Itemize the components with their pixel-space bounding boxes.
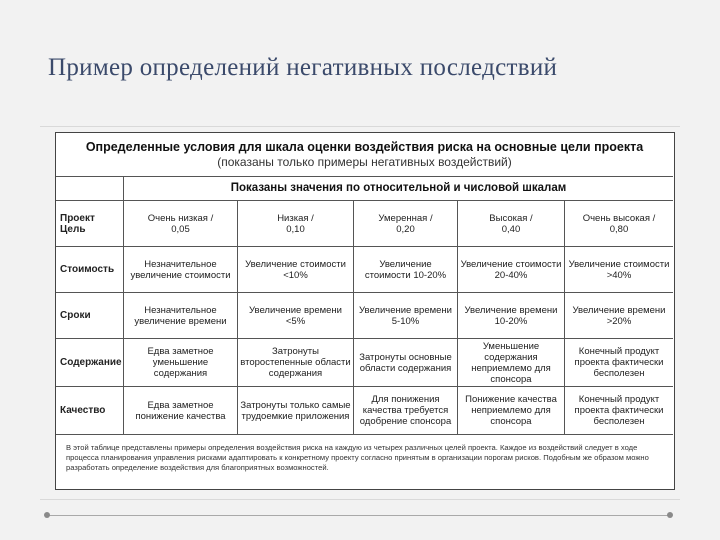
table-cell: Увеличение стоимости 20-40% [458, 247, 565, 292]
col-header: Умеренная / 0,20 [354, 201, 458, 246]
corner-label: Проект Цель [56, 201, 124, 246]
table-row [56, 387, 673, 435]
footer-divider [48, 515, 670, 516]
table-cell: Увеличение времени 10-20% [458, 293, 565, 338]
table-cell: Затронуты второстепенные области содержания [238, 339, 354, 386]
column-header-row [56, 201, 673, 247]
impact-scale-table [55, 132, 675, 490]
table-cell: Едва заметное понижение качества [124, 387, 238, 434]
row-label: Содержание [56, 339, 124, 386]
table-cell: Едва заметное уменьшение содержания [124, 339, 238, 386]
table-subtitle: (показаны только примеры негативных воздействий) [217, 154, 512, 169]
table-row [56, 293, 673, 339]
slide-title: Пример определений негативных последствий [48, 54, 558, 81]
table-cell: Увеличение времени 5-10% [354, 293, 458, 338]
scale-header-row [56, 177, 673, 201]
row-label: Качество [56, 387, 124, 434]
table-title-row [56, 133, 673, 177]
table-row [56, 247, 673, 293]
col-header: Высокая / 0,40 [458, 201, 565, 246]
table-cell: Увеличение стоимости >40% [568, 258, 670, 281]
table-cell: Понижение качества неприемлемо для спонсора [458, 387, 565, 434]
table-footnote: В этой таблице представлены примеры определения воздействия риска на каждую из четырех различных целей проекта. Каждое из воздействий следует в ходе процесса планирования управления рисками адаптировать к конкретному проекту согласно принятым в организации порогам рисков. Подобным же образом можно разработать определение воздействия для благоприятных возможностей. [66, 443, 649, 472]
table-cell: Затронуты только самые трудоемкие приложения [238, 387, 354, 434]
table-cell: Уменьшение содержания неприемлемо для спонсора [458, 339, 565, 386]
table-cell: Увеличение времени <5% [238, 293, 354, 338]
table-row [56, 339, 673, 387]
table-cell: Конечный продукт проекта фактически бесполезен [574, 346, 664, 379]
table-cell: Увеличение стоимости 10-20% [354, 247, 458, 292]
table-title: Определенные условия для шкала оценки воздействия риска на основные цели проекта [85, 139, 644, 154]
table-cell: Конечный продукт проекта фактически бесполезен [574, 394, 664, 427]
footer-dot-left [44, 512, 50, 518]
row-label: Стоимость [56, 247, 124, 292]
scale-header: Показаны значения по относительной и числовой шкалам [230, 182, 567, 194]
col-header: Низкая / 0,10 [238, 201, 354, 246]
table-cell: Увеличение стоимости <10% [238, 247, 354, 292]
table-cell: Для понижения качества требуется одобрение спонсора [354, 387, 458, 434]
footer-dot-right [667, 512, 673, 518]
table-cell: Незначительное увеличение стоимости [124, 247, 238, 292]
table-cell: Увеличение времени >20% [572, 304, 666, 327]
table-cell: Затронуты основные области содержания [354, 339, 458, 386]
col-header: Очень низкая / 0,05 [124, 201, 238, 246]
table-cell: Незначительное увеличение времени [124, 293, 238, 338]
col-header: Очень высокая / 0,80 [582, 212, 656, 235]
row-label: Сроки [56, 293, 124, 338]
